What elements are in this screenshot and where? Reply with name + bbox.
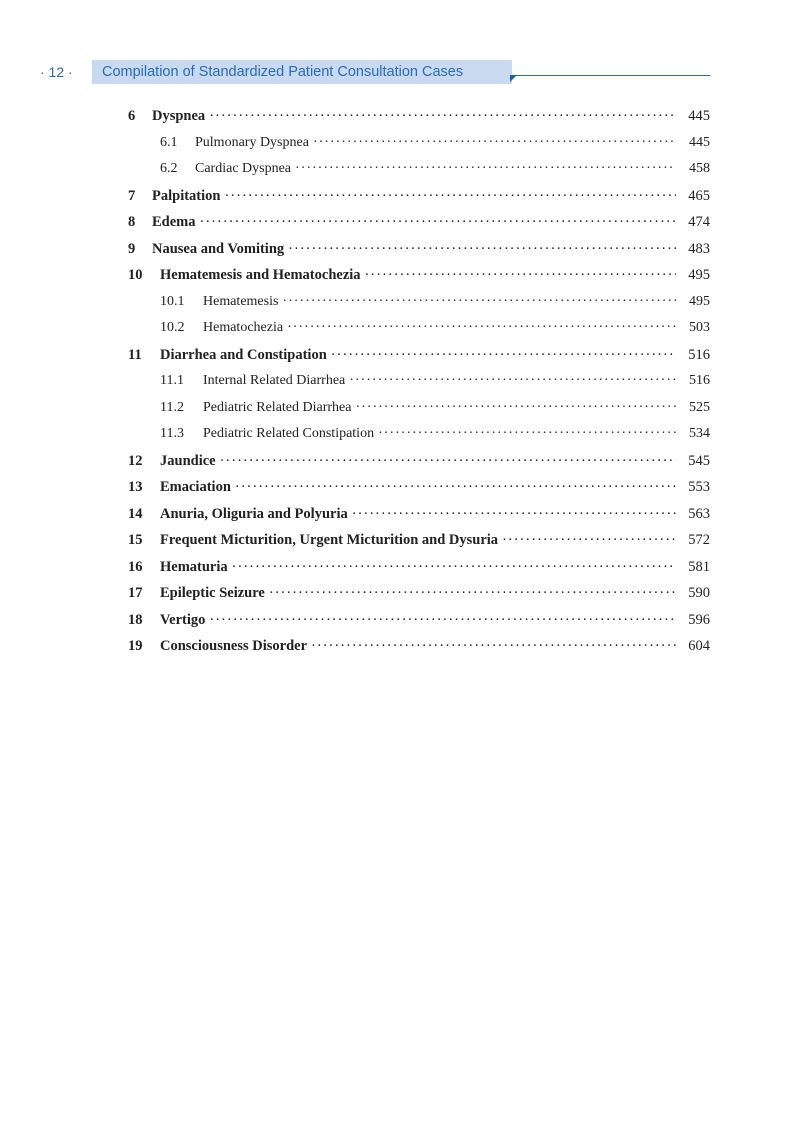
toc-entry[interactable] xyxy=(128,373,710,400)
dot-leader xyxy=(288,241,676,258)
entry-page: 465 xyxy=(688,187,710,204)
entry-number: 15 xyxy=(128,532,143,548)
dot-leader xyxy=(378,426,676,442)
entry-page: 572 xyxy=(688,532,710,548)
header-rule xyxy=(510,75,710,76)
dot-leader xyxy=(282,294,676,310)
entry-title: Hematochezia xyxy=(203,320,284,335)
entry-number: 8 xyxy=(128,214,136,230)
entry-page: 503 xyxy=(689,320,710,335)
toc-entry[interactable] xyxy=(128,214,710,241)
dot-leader xyxy=(232,559,676,576)
entry-title: Anuria, Oliguria and Polyuria xyxy=(160,505,348,522)
toc-entry[interactable] xyxy=(128,400,710,427)
entry-page: 495 xyxy=(688,267,710,283)
dot-leader xyxy=(220,453,676,470)
entry-number: 16 xyxy=(128,558,143,575)
entry-title: Diarrhea and Constipation xyxy=(160,346,327,363)
toc-entry[interactable] xyxy=(128,506,710,533)
toc-entry[interactable] xyxy=(128,294,710,321)
dot-leader xyxy=(502,532,676,549)
entry-title: Hematuria xyxy=(160,558,228,575)
toc-entry[interactable] xyxy=(128,638,710,665)
entry-page: 596 xyxy=(688,611,710,628)
entry-number: 17 xyxy=(128,585,143,601)
entry-page: 534 xyxy=(689,426,710,441)
entry-title: Edema xyxy=(152,214,196,230)
entry-title: Hematemesis xyxy=(203,293,279,309)
dot-leader xyxy=(209,108,676,125)
entry-number: 13 xyxy=(128,479,143,495)
dot-leader xyxy=(200,214,677,231)
book-title: Compilation of Standardized Patient Consultation Cases xyxy=(92,60,512,84)
toc-entry[interactable] xyxy=(128,479,710,506)
entry-number: 10.2 xyxy=(160,320,185,335)
toc-entry[interactable] xyxy=(128,135,710,162)
entry-number: 12 xyxy=(128,452,143,469)
dot-leader xyxy=(313,135,676,151)
entry-title: Jaundice xyxy=(160,452,216,469)
entry-page: 581 xyxy=(688,558,710,575)
entry-page: 590 xyxy=(688,585,710,601)
entry-page: 474 xyxy=(688,214,710,230)
dot-leader xyxy=(331,347,676,364)
entry-page: 495 xyxy=(689,293,710,309)
toc-entry[interactable] xyxy=(128,161,710,188)
entry-number: 19 xyxy=(128,638,143,654)
entry-number: 7 xyxy=(128,187,136,204)
toc-entry[interactable] xyxy=(128,188,710,215)
entry-page: 516 xyxy=(689,373,710,388)
entry-page: 483 xyxy=(688,240,710,257)
dot-leader xyxy=(295,161,676,177)
entry-title: Internal Related Diarrhea xyxy=(203,373,346,388)
entry-number: 11.1 xyxy=(160,373,184,388)
toc-entry[interactable] xyxy=(128,612,710,639)
toc-entry[interactable] xyxy=(128,108,710,135)
toc-entry[interactable] xyxy=(128,532,710,559)
entry-title: Hematemesis and Hematochezia xyxy=(160,267,361,283)
toc-entry[interactable] xyxy=(128,320,710,347)
entry-number: 14 xyxy=(128,505,143,522)
running-header xyxy=(40,61,512,83)
entry-title: Pediatric Related Constipation xyxy=(203,426,375,441)
entry-title: Pediatric Related Diarrhea xyxy=(203,399,352,415)
entry-page: 445 xyxy=(688,108,710,124)
dot-leader xyxy=(349,373,676,389)
entry-title: Emaciation xyxy=(160,479,231,495)
entry-number: 6.1 xyxy=(160,134,178,150)
dot-leader xyxy=(224,188,676,205)
dot-leader xyxy=(235,479,676,496)
entry-page: 458 xyxy=(689,161,710,176)
dot-leader xyxy=(269,585,676,602)
dot-leader xyxy=(352,506,676,523)
toc-entry[interactable] xyxy=(128,453,710,480)
entry-page: 604 xyxy=(688,638,710,654)
dot-leader xyxy=(311,638,676,655)
entry-number: 10 xyxy=(128,267,143,283)
toc-entry[interactable] xyxy=(128,241,710,268)
toc-entry[interactable] xyxy=(128,559,710,586)
entry-title: Frequent Micturition, Urgent Micturition and Dysuria xyxy=(160,532,499,548)
entry-title: Nausea and Vomiting xyxy=(152,240,285,257)
dot-leader xyxy=(355,400,676,416)
entry-title: Epileptic Seizure xyxy=(160,585,265,601)
entry-number: 9 xyxy=(128,240,136,257)
dot-leader xyxy=(209,612,676,629)
header-corner-mark xyxy=(510,75,517,82)
entry-number: 18 xyxy=(128,611,143,628)
entry-page: 553 xyxy=(688,479,710,495)
entry-title: Pulmonary Dyspnea xyxy=(195,134,309,150)
entry-page: 563 xyxy=(688,505,710,522)
toc-entry[interactable] xyxy=(128,267,710,294)
entry-number: 11.2 xyxy=(160,399,184,415)
toc-entry[interactable] xyxy=(128,426,710,453)
dot-leader xyxy=(287,320,676,336)
entry-number: 10.1 xyxy=(160,293,185,309)
toc-entry[interactable] xyxy=(128,585,710,612)
dot-leader xyxy=(365,267,676,284)
entry-title: Vertigo xyxy=(160,611,206,628)
entry-title: Consciousness Disorder xyxy=(160,638,308,654)
entry-number: 6 xyxy=(128,108,136,124)
entry-title: Palpitation xyxy=(152,187,221,204)
table-of-contents xyxy=(128,108,710,665)
toc-entry[interactable] xyxy=(128,347,710,374)
page-number: · 12 · xyxy=(40,64,73,80)
entry-page: 525 xyxy=(689,399,710,415)
entry-number: 11 xyxy=(128,346,142,363)
entry-number: 11.3 xyxy=(160,426,184,441)
entry-page: 545 xyxy=(688,452,710,469)
entry-title: Cardiac Dyspnea xyxy=(195,161,292,176)
entry-number: 6.2 xyxy=(160,161,178,176)
entry-title: Dyspnea xyxy=(152,108,206,124)
entry-page: 516 xyxy=(688,346,710,363)
entry-page: 445 xyxy=(689,134,710,150)
